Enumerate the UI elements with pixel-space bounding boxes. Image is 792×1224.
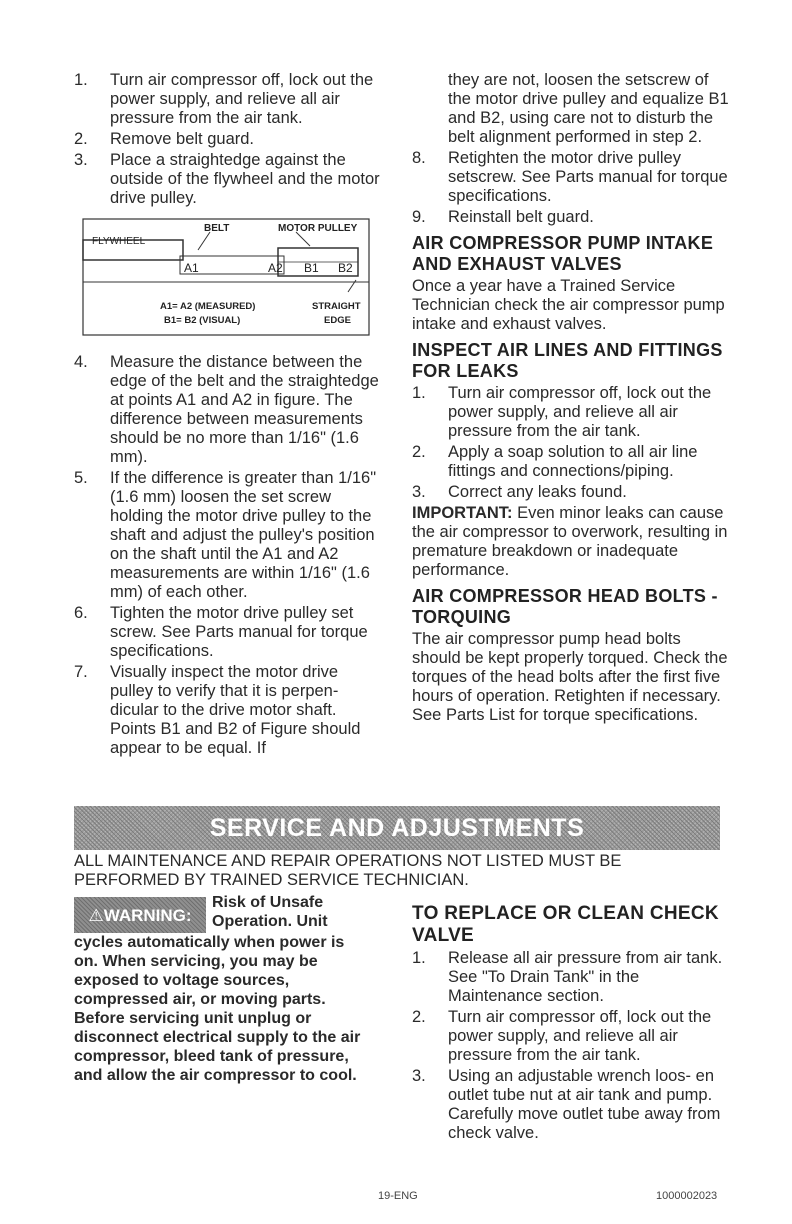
document-code: 1000002023 [656, 1190, 718, 1202]
label-b2: B2 [338, 261, 353, 275]
check-valve-heading: TO REPLACE OR CLEAN CHECK VALVE [412, 903, 719, 946]
step-7-continued: they are not, loosen the setscrew of the motor drive pulley and equalize B1 and B2, using care not to disturb the belt alignment performed in step 2. [448, 71, 729, 146]
leak-step-2: 2. Apply a soap solution to all air line fittings and connections/piping. [412, 443, 698, 480]
step-6: 6. Tighten the motor drive pulley set screw. See Parts manual for torque specifications. [74, 604, 368, 660]
air-lines-heading: INSPECT AIR LINES AND FITTINGS FOR LEAKS [412, 340, 723, 381]
head-bolts-heading: AIR COMPRESSOR HEAD BOLTS - TORQUING [412, 586, 718, 627]
step-1: 1. Turn air compressor off, lock out the power supply, and relieve all air pressure from the air tank. [74, 71, 374, 127]
label-visual: B1= B2 (VISUAL) [164, 315, 241, 326]
valve-step-2: 2. Turn air compressor off, lock out the power supply, and relieve all air pressure from the air tank. [412, 1008, 712, 1064]
label-measured: A1= A2 (MEASURED) [160, 301, 256, 312]
step-7: 7. Visually inspect the motor drive pulley to verify that it is perpen- dicular to the drive motor shaft. Points B1 and B2 of Figure should appear to be equal. If [74, 663, 361, 757]
label-a2: A2 [268, 261, 283, 275]
check-valve-section [412, 903, 730, 1145]
pump-valves-text: Once a year have a Trained Service Technician check the air compressor pump intake and exhaust valves. [412, 277, 725, 333]
important-note [412, 504, 730, 580]
valve-step-3: 3. Using an adjustable wrench loos- en outlet tube nut at air tank and pump. Carefully move outlet tube away from check valve. [412, 1067, 721, 1142]
step-5: 5. If the difference is greater than 1/16" (1.6 mm) loosen the set screw holding the motor drive pulley to the shaft and adjust the pulley's position on the shaft until the A1 and A2 measurements are within 1/16" (1.6 mm) of each other. [74, 469, 377, 601]
warning-title: Risk of Unsafe Operation. Unit [212, 894, 328, 930]
step-4: 4. Measure the distance between the edge of the belt and the straightedge at points A1 and A2 in figure. The difference between measurements should be no more than 1/16" (1.6 mm). [74, 353, 379, 466]
step-9: 9. Reinstall belt guard. [412, 208, 594, 226]
important-text: Even minor leaks can cause the air compressor to overwork, resulting in premature breakdown or inadequate performance. [412, 504, 728, 579]
valve-step-1: 1. Release all air pressure from air tank. See "To Drain Tank" in the Maintenance section. [412, 949, 723, 1005]
step-2: 2. Remove belt guard. [74, 130, 254, 148]
label-motor-pulley: MOTOR PULLEY [278, 223, 358, 234]
label-a1: A1 [184, 261, 199, 275]
label-straight: STRAIGHT [312, 301, 361, 312]
banner-title: SERVICE AND ADJUSTMENTS [209, 813, 585, 842]
page-number: 19-ENG [378, 1190, 418, 1202]
maintenance-notice: ALL MAINTENANCE AND REPAIR OPERATIONS NOT LISTED MUST BE PERFORMED BY TRAINED SERVICE TECHNICIAN. [74, 852, 622, 889]
pump-valves-heading: AIR COMPRESSOR PUMP INTAKE AND EXHAUST VALVES [412, 233, 714, 274]
head-bolts-text: The air compressor pump head bolts should be kept properly torqued. Check the torques of the head bolts after the first five hours of operation. Retighten if necessary. See Parts List for torque specifications. [412, 630, 728, 724]
leak-step-1: 1. Turn air compressor off, lock out the power supply, and relieve all air pressure from the air tank. [412, 384, 712, 440]
pulley-arrow [296, 232, 310, 246]
belt-alignment-diagram [82, 218, 370, 336]
warning-text: cycles automatically when power is on. When servicing, you may be exposed to voltage sources, compressed air, or moving parts. Before servicing unit unplug or disconnect electrical supply to the air compressor, bleed tank of pressure, and allow the air compressor to cool. [74, 934, 361, 1084]
right-column [412, 71, 730, 727]
step-3: 3. Place a straightedge against the outside of the flywheel and the motor drive pulley. [74, 151, 380, 207]
warning-block [74, 893, 364, 1085]
step-8: 8. Retighten the motor drive pulley setscrew. See Parts manual for torque specifications. [412, 149, 728, 205]
label-edge: EDGE [324, 315, 351, 326]
section-banner [74, 806, 720, 850]
belt-arrow [198, 232, 210, 250]
label-belt: BELT [204, 223, 230, 234]
warning-badge: ⚠WARNING: [74, 897, 206, 933]
important-label: IMPORTANT: [412, 504, 513, 522]
label-b1: B1 [304, 261, 319, 275]
left-column [74, 71, 382, 760]
label-flywheel: FLYWHEEL [92, 236, 146, 247]
leak-step-3: 3. Correct any leaks found. [412, 483, 627, 501]
